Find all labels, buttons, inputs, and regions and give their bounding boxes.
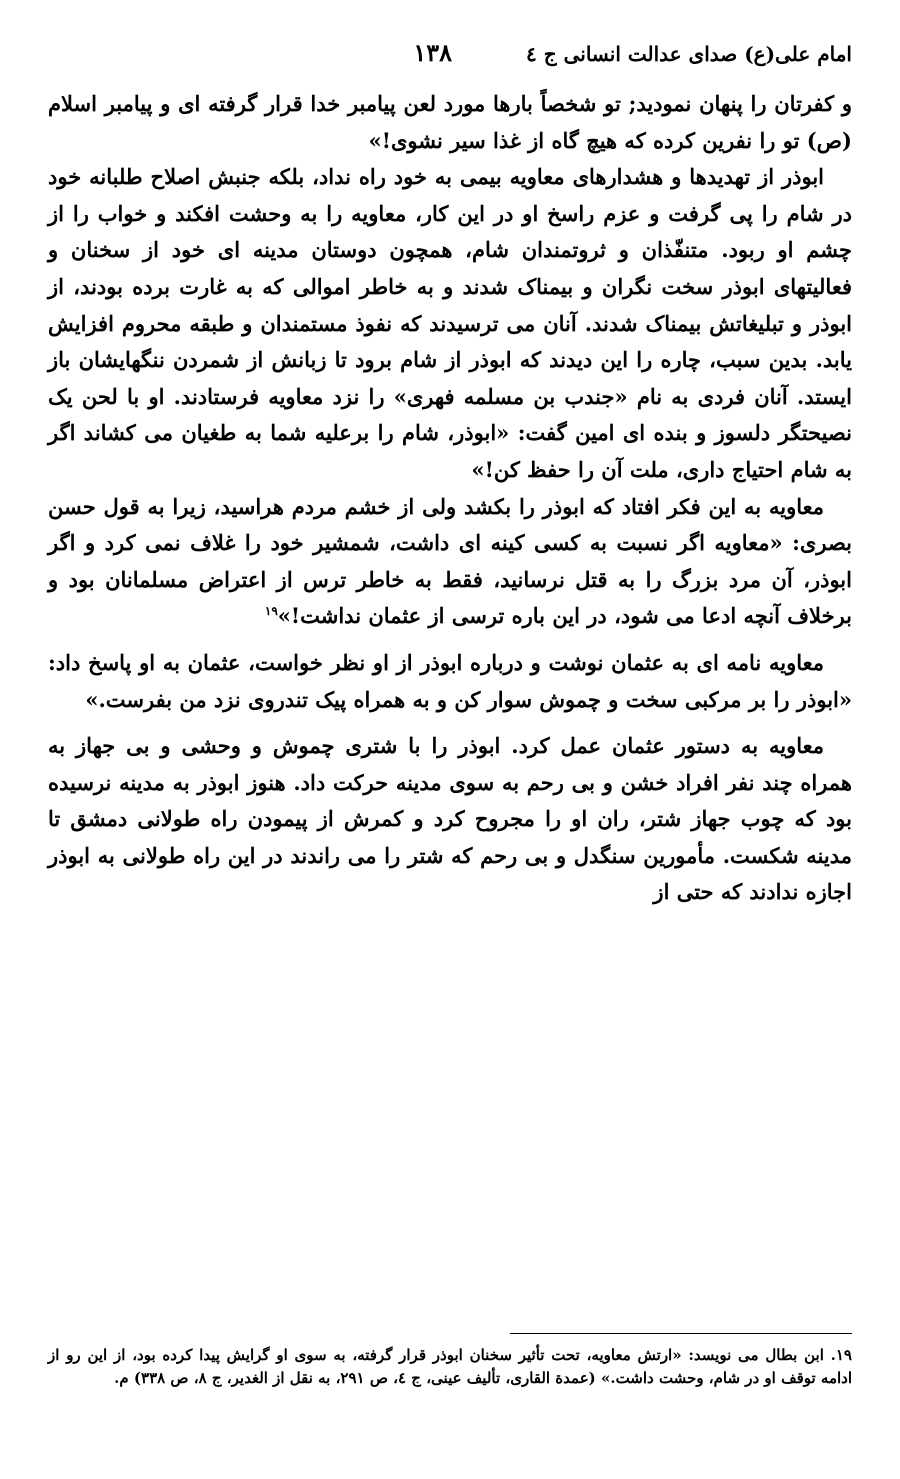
page-header xyxy=(48,38,852,78)
footnote-divider xyxy=(510,1333,852,1334)
paragraph-1: و کفرتان را پنهان نمودید; تو شخصاً بارها مورد لعن پیامبر خدا قرار گرفته ای و پیامبر اسلام (ص) تو را نفرین کرده که هیچ گاه از غذا سیر نشوی!» xyxy=(48,91,852,153)
page-number: ١٣٨ xyxy=(413,38,452,67)
paragraph-5: معاویه به دستور عثمان عمل کرد. ابوذر را با شتری چموش و وحشی و بی جهاز به همراه چند نفر افراد خشن و بی رحم به سوی مدینه حرکت داد. هنوز ابوذر به مدینه نرسیده بود که چوب جهاز شتر، ران او را مجروح کرد و کمرش از پیمودن راه طولانی دمشق تا مدینه شکست. مأمورین سنگدل و بی رحم که شتر را می راندند در این راه طولانی به ابوذر اجازه ندادند که حتی از xyxy=(48,733,852,905)
paragraph-3 xyxy=(48,489,852,635)
footnote-reference[interactable]: ١٩ xyxy=(264,604,278,619)
running-title: امام علی(ع) صدای عدالت انسانی ج ٤ xyxy=(526,42,852,66)
paragraph-2: ابوذر از تهدیدها و هشدارهای معاویه بیمی به خود راه نداد، بلکه جنبش اصلاح طلبانه خود در شام را پی گرفت و عزم راسخ او در این کار، معاویه را به وحشت افکند و خواب را از چشم او ربود. متنفّذان و ثروتمندان شام، همچون دوستان مدینه ای خود از سخنان و فعالیتهای ابوذر سخت نگران و بیمناک شدند و به خاطر اموالی که به غارت برده بودند، از ابوذر و تبلیغاتش بیمناک شدند. آنان می ترسیدند که نفوذ مستمندان و طبقه محروم افزایش یابد. بدین سبب، چاره را این دیدند که ابوذر از شام برود تا زبانش از شمردن ننگهایشان باز ایستد. آنان فردی به نام «جندب بن مسلمه فهری» را نزد معاویه فرستادند. او با لحن یک نصیحتگر دلسوز و بنده ای امین گفت: «ابوذر، شام را برعلیه شما به طغیان می کشاند اگر به شام احتیاج داری، ملت آن را حفظ کن!» xyxy=(48,164,852,482)
body-text xyxy=(48,86,852,911)
paragraph-3-text: معاویه به این فکر افتاد که ابوذر را بکشد ولی از خشم مردم هراسید، زیرا به قول حسن بصری: «معاویه اگر نسبت به کسی کینه ای داشت، شمشیر خود را غلاف نمی کرد و اگر ابوذر، آن مرد بزرگ را به قتل نرسانید، فقط به خاطر ترس از اعتراض مسلمانان بود و برخلاف آنچه ادعا می شود، در این باره ترسی از عثمان نداشت!» xyxy=(48,493,852,629)
footnote: ١٩. ابن بطال می نویسد: «ارتش معاویه، تحت تأثیر سخنان ابوذر قرار گرفته، به سوی او گرایش پیدا کرده بود، از این رو از ادامه توقف او در شام، وحشت داشت.» (عمدة القاری، تألیف عینی، ج ٤، ص ٢٩١، به نقل از الغدیر، ج ٨، ص ٣٣٨) م. xyxy=(48,1346,852,1387)
paragraph-4: معاویه نامه ای به عثمان نوشت و درباره ابوذر از او نظر خواست، عثمان به او پاسخ داد: «ابوذر را بر مرکبی سخت و چموش سوار کن و به همراه پیک تندروی نزد من بفرست.» xyxy=(48,649,852,712)
